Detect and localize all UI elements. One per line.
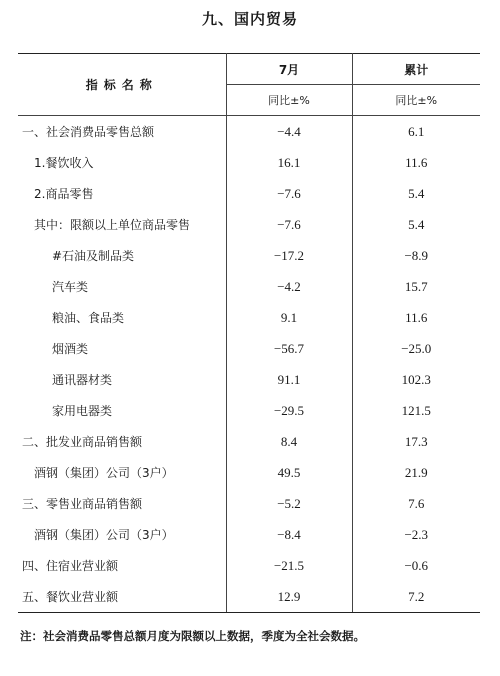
cumulative-yoy-value: 11.6 xyxy=(405,154,428,170)
row-label: 五、餐饮业营业额 xyxy=(18,581,226,613)
month-yoy-value: −29.5 xyxy=(226,395,352,426)
cumulative-yoy-value: −25.0 xyxy=(401,340,432,356)
month-yoy-value: −7.6 xyxy=(226,178,352,209)
month-yoy-value: −56.7 xyxy=(226,333,352,364)
table-row xyxy=(18,116,480,148)
cumulative-yoy-value: 5.4 xyxy=(408,185,425,201)
table-row xyxy=(18,240,480,271)
row-label: 四、住宿业营业额 xyxy=(18,550,226,581)
row-label: 三、零售业商品销售额 xyxy=(18,488,226,519)
table-row xyxy=(18,147,480,178)
table-row xyxy=(18,364,480,395)
row-label: 粮油、食品类 xyxy=(18,302,226,333)
row-label: 酒钢（集团）公司（3户） xyxy=(18,457,226,488)
row-label: 烟酒类 xyxy=(18,333,226,364)
row-label: 2.商品零售 xyxy=(18,178,226,209)
cumulative-yoy-value: 15.7 xyxy=(404,278,428,294)
row-label: #石油及制品类 xyxy=(18,240,226,271)
table-row xyxy=(18,178,480,209)
cumulative-header: 累计 xyxy=(352,54,480,85)
cumulative-yoy-value: 21.9 xyxy=(404,464,428,480)
indicator-name-header: 指标名称 xyxy=(18,54,226,116)
cumulative-yoy-subheader: 同比±% xyxy=(352,85,480,116)
footnote: 注：社会消费品零售总额月度为限额以上数据，季度为全社会数据。 xyxy=(20,629,365,643)
cumulative-yoy-value: −2.3 xyxy=(404,526,429,542)
table-row xyxy=(18,271,480,302)
table-row xyxy=(18,519,480,550)
month-yoy-value: −4.2 xyxy=(226,271,352,302)
month-yoy-value: 8.4 xyxy=(226,426,352,457)
month-yoy-value: 9.1 xyxy=(226,302,352,333)
cumulative-yoy-value: 102.3 xyxy=(401,371,431,387)
table-row xyxy=(18,457,480,488)
row-label: 通讯器材类 xyxy=(18,364,226,395)
cumulative-yoy-value: 5.4 xyxy=(408,216,425,232)
row-label: 一、社会消费品零售总额 xyxy=(18,116,226,148)
month-yoy-value: −4.4 xyxy=(226,116,352,148)
table-row xyxy=(18,333,480,364)
cumulative-yoy-value: 17.3 xyxy=(404,433,428,449)
cumulative-yoy-value: −0.6 xyxy=(404,557,429,573)
row-label: 酒钢（集团）公司（3户） xyxy=(18,519,226,550)
month-yoy-subheader: 同比±% xyxy=(226,85,352,116)
row-label: 汽车类 xyxy=(18,271,226,302)
month-header: 7月 xyxy=(226,54,352,85)
row-label: 二、批发业商品销售额 xyxy=(18,426,226,457)
month-yoy-value: −8.4 xyxy=(226,519,352,550)
table-row xyxy=(18,209,480,240)
cumulative-yoy-value: 6.1 xyxy=(408,123,425,139)
month-yoy-value: 91.1 xyxy=(226,364,352,395)
page-title: 九、国内贸易 xyxy=(201,10,298,28)
cumulative-yoy-value: 7.2 xyxy=(352,581,480,613)
month-yoy-value: −21.5 xyxy=(226,550,352,581)
row-label: 家用电器类 xyxy=(18,395,226,426)
table-row xyxy=(18,581,480,613)
month-yoy-value: −17.2 xyxy=(226,240,352,271)
month-yoy-value: 16.1 xyxy=(226,147,352,178)
table-row xyxy=(18,488,480,519)
row-label: 1.餐饮收入 xyxy=(18,147,226,178)
table-row xyxy=(18,550,480,581)
table-row xyxy=(18,426,480,457)
row-label: 其中：限额以上单位商品零售 xyxy=(18,209,226,240)
cumulative-yoy-value: −8.9 xyxy=(404,247,429,263)
cumulative-yoy-value: 7.6 xyxy=(408,495,425,511)
trade-statistics-table xyxy=(18,53,480,613)
month-yoy-value: 49.5 xyxy=(226,457,352,488)
table-row xyxy=(18,395,480,426)
table-row xyxy=(18,302,480,333)
cumulative-yoy-value: 121.5 xyxy=(401,402,431,418)
cumulative-yoy-value: 11.6 xyxy=(405,309,428,325)
month-yoy-value: −5.2 xyxy=(226,488,352,519)
month-yoy-value: −7.6 xyxy=(226,209,352,240)
month-yoy-value: 12.9 xyxy=(226,581,352,613)
table-header-row xyxy=(18,54,480,85)
